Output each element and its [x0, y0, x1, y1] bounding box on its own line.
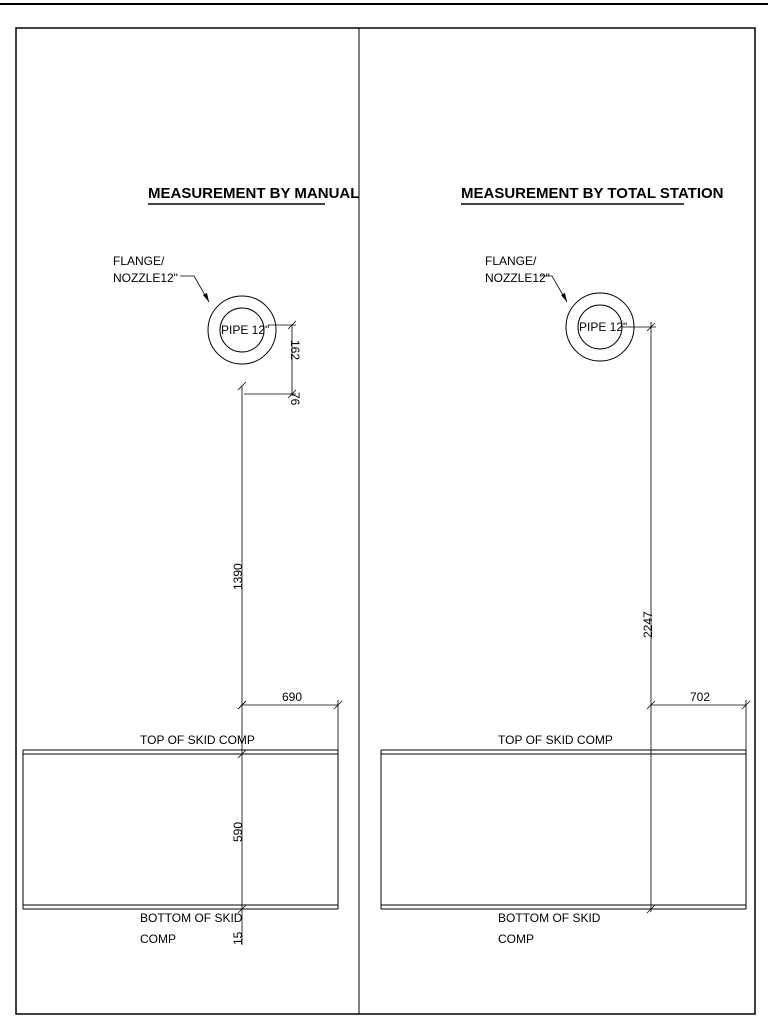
right-bottom-label-1: BOTTOM OF SKID [498, 911, 601, 925]
right-flange-arrow [561, 293, 567, 302]
left-pipe-label: PIPE 12" [221, 323, 270, 337]
left-bottom-label-2: COMP [140, 932, 176, 946]
right-flange-label-1: FLANGE/ [485, 254, 537, 268]
left-flange-label-2: NOZZLE12" [113, 271, 178, 285]
left-top-label: TOP OF SKID COMP [140, 733, 255, 747]
right-bottom-label-2: COMP [498, 932, 534, 946]
left-title: MEASUREMENT BY MANUAL [148, 185, 360, 202]
right-title: MEASUREMENT BY TOTAL STATION [461, 185, 724, 202]
left-dim-15: 15 [231, 931, 245, 945]
left-dim-162: 162 [288, 340, 302, 361]
left-flange-leader [180, 276, 209, 302]
right-dim-2247: 2247 [641, 611, 655, 638]
right-flange-label-2: NOZZLE12" [485, 271, 550, 285]
left-flange-arrow [203, 293, 209, 302]
drawing-frame [16, 28, 755, 1014]
right-panel [381, 185, 750, 946]
left-dim-590: 590 [231, 821, 245, 842]
left-bottom-label-1: BOTTOM OF SKID [140, 911, 243, 925]
right-top-label: TOP OF SKID COMP [498, 733, 613, 747]
right-pipe-label: PIPE 12" [579, 320, 628, 334]
left-dim-690: 690 [282, 690, 303, 704]
left-flange-label-1: FLANGE/ [113, 254, 165, 268]
right-dim-702: 702 [690, 690, 711, 704]
left-panel [23, 185, 359, 946]
left-dim-76: 76 [288, 392, 302, 406]
left-dim-1390: 1390 [231, 563, 245, 590]
